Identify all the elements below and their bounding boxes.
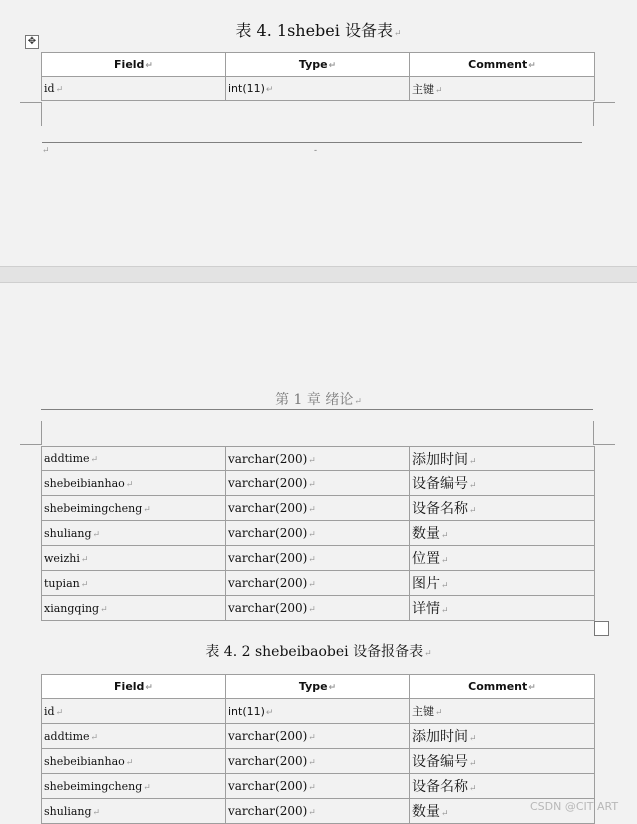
- header-type[interactable]: Type↵: [226, 53, 410, 77]
- table-row: [42, 521, 595, 546]
- cell-field[interactable]: shuliang↵: [42, 521, 226, 546]
- page-header-title: 第 1 章 绪论: [275, 392, 354, 408]
- table-row: [42, 546, 595, 571]
- page-end-dash: -: [314, 146, 318, 156]
- cell-type[interactable]: int(11)↵: [226, 699, 410, 724]
- cell-comment[interactable]: 添加时间↵: [410, 447, 595, 471]
- cell-comment[interactable]: 设备名称↵: [410, 496, 595, 521]
- cell-comment[interactable]: 数量↵: [410, 799, 595, 824]
- page-header: 第 1 章 绪论↵: [275, 392, 362, 408]
- cell-type[interactable]: varchar(200)↵: [226, 496, 410, 521]
- table1-continued: [41, 446, 595, 621]
- cell-field[interactable]: addtime↵: [42, 724, 226, 749]
- cell-field[interactable]: shuliang↵: [42, 799, 226, 824]
- table-row: [42, 749, 595, 774]
- cell-field[interactable]: shebeimingcheng↵: [42, 496, 226, 521]
- table-row: [42, 774, 595, 799]
- paragraph-mark-icon: ↵: [42, 146, 50, 156]
- cell-comment[interactable]: 图片↵: [410, 571, 595, 596]
- table-move-handle-icon[interactable]: ✥: [25, 35, 39, 49]
- paragraph-mark-icon: ↵: [393, 29, 402, 39]
- cell-type[interactable]: varchar(200)↵: [226, 774, 410, 799]
- cell-field[interactable]: shebeibianhao↵: [42, 749, 226, 774]
- footnote-separator: [42, 142, 582, 143]
- table1: [41, 52, 595, 101]
- crop-mark: [593, 444, 615, 445]
- table-row: [42, 596, 595, 621]
- table2: [41, 674, 595, 824]
- table1-header-row: [42, 53, 595, 77]
- table-row: [42, 799, 595, 824]
- header-type[interactable]: Type↵: [226, 675, 410, 699]
- header-comment[interactable]: Comment↵: [410, 53, 595, 77]
- cell-type[interactable]: varchar(200)↵: [226, 749, 410, 774]
- cell-type[interactable]: varchar(200)↵: [226, 447, 410, 471]
- header-rule: [41, 409, 593, 410]
- table2-caption-text: 表 4. 2 shebeibaobei 设备报备表: [205, 644, 424, 660]
- table-row: [42, 571, 595, 596]
- crop-mark: [41, 102, 42, 126]
- page-gap: [0, 266, 637, 283]
- crop-mark: [20, 102, 42, 103]
- cell-type[interactable]: int(11)↵: [226, 77, 410, 101]
- cell-field[interactable]: shebeibianhao↵: [42, 471, 226, 496]
- cell-comment[interactable]: 数量↵: [410, 521, 595, 546]
- watermark: CSDN @CIT ART: [530, 800, 619, 813]
- cell-field[interactable]: weizhi↵: [42, 546, 226, 571]
- cell-field[interactable]: shebeimingcheng↵: [42, 774, 226, 799]
- cell-field[interactable]: addtime↵: [42, 447, 226, 471]
- cell-type[interactable]: varchar(200)↵: [226, 571, 410, 596]
- cell-comment[interactable]: 详情↵: [410, 596, 595, 621]
- cell-comment[interactable]: 主键↵: [410, 77, 595, 101]
- cell-type[interactable]: varchar(200)↵: [226, 521, 410, 546]
- table-row: [42, 447, 595, 471]
- table-resize-handle[interactable]: [594, 621, 609, 636]
- paragraph-mark-icon: ↵: [424, 649, 432, 659]
- cell-type[interactable]: varchar(200)↵: [226, 799, 410, 824]
- cell-field[interactable]: xiangqing↵: [42, 596, 226, 621]
- table1-caption: [0, 18, 637, 41]
- table-row: [42, 471, 595, 496]
- cell-comment[interactable]: 设备编号↵: [410, 749, 595, 774]
- header-field[interactable]: Field↵: [42, 53, 226, 77]
- cell-field[interactable]: tupian↵: [42, 571, 226, 596]
- cell-type[interactable]: varchar(200)↵: [226, 546, 410, 571]
- crop-mark: [20, 444, 42, 445]
- crop-mark: [593, 421, 594, 445]
- header-field[interactable]: Field↵: [42, 675, 226, 699]
- header-comment[interactable]: Comment↵: [410, 675, 595, 699]
- cell-field[interactable]: id↵: [42, 699, 226, 724]
- crop-mark: [593, 102, 615, 103]
- cell-field[interactable]: id↵: [42, 77, 226, 101]
- table-row: [42, 77, 595, 101]
- table-row: [42, 724, 595, 749]
- crop-mark: [41, 421, 42, 445]
- cell-type[interactable]: varchar(200)↵: [226, 471, 410, 496]
- cell-comment[interactable]: 设备编号↵: [410, 471, 595, 496]
- table-row: [42, 496, 595, 521]
- cell-type[interactable]: varchar(200)↵: [226, 724, 410, 749]
- cell-comment[interactable]: 主键↵: [410, 699, 595, 724]
- table1-caption-text: 表 4. 1shebei 设备表: [235, 21, 393, 40]
- cell-type[interactable]: varchar(200)↵: [226, 596, 410, 621]
- table2-header-row: [42, 675, 595, 699]
- cell-comment[interactable]: 添加时间↵: [410, 724, 595, 749]
- crop-mark: [593, 102, 594, 126]
- cell-comment[interactable]: 位置↵: [410, 546, 595, 571]
- cell-comment[interactable]: 设备名称↵: [410, 774, 595, 799]
- table-row: [42, 699, 595, 724]
- table2-caption: [0, 641, 637, 661]
